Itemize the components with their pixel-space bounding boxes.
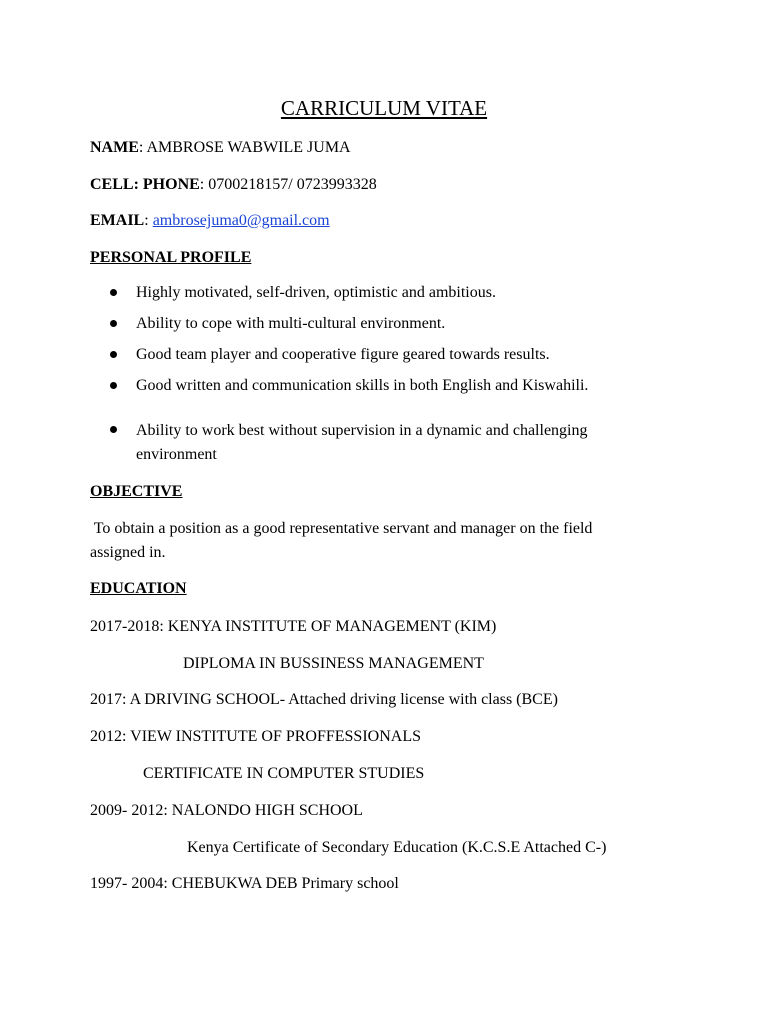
profile-item: Highly motivated, self-driven, optimistic and ambitious. (136, 284, 496, 301)
profile-item: Ability to work best without supervision in a dynamic and challenging (136, 422, 588, 439)
bullet-icon (110, 351, 117, 358)
email-link[interactable]: ambrosejuma0@gmail.com (152, 212, 330, 229)
education-entry: 2009- 2012: NALONDO HIGH SCHOOL (90, 802, 363, 819)
document-title: CARRICULUM VITAE (280, 96, 488, 120)
education-entry: 1997- 2004: CHEBUKWA DEB Primary school (90, 875, 399, 892)
education-entry: 2017: A DRIVING SCHOOL- Attached driving license with class (BCE) (90, 691, 558, 708)
profile-heading: PERSONAL PROFILE (90, 249, 252, 266)
objective-text-continuation: assigned in. (90, 544, 166, 561)
phone-value: : 0700218157/ 0723993328 (199, 176, 377, 193)
email-separator: : (144, 212, 153, 229)
education-award: CERTIFICATE IN COMPUTER STUDIES (143, 765, 425, 782)
bullet-icon (110, 382, 117, 389)
profile-item: Ability to cope with multi-cultural environment. (136, 315, 446, 332)
objective-text: To obtain a position as a good representative servant and manager on the field (90, 520, 593, 537)
profile-item-continuation: environment (136, 446, 217, 463)
education-entry: 2012: VIEW INSTITUTE OF PROFFESSIONALS (90, 728, 421, 745)
phone-line (90, 175, 377, 195)
name-label: NAME (90, 139, 139, 156)
objective-heading: OBJECTIVE (90, 483, 183, 500)
email-label: EMAIL (90, 212, 145, 229)
education-heading: EDUCATION (90, 580, 187, 597)
bullet-icon (110, 426, 117, 433)
education-entry: 2017-2018: KENYA INSTITUTE OF MANAGEMENT (KIM) (90, 618, 497, 635)
profile-item: Good written and communication skills in both English and Kiswahili. (136, 377, 589, 394)
education-award: DIPLOMA IN BUSSINESS MANAGEMENT (183, 655, 484, 672)
name-value: : AMBROSE WABWILE JUMA (138, 139, 351, 156)
education-award: Kenya Certificate of Secondary Education (K.C.S.E Attached C-) (187, 839, 607, 856)
phone-label: CELL: PHONE (90, 176, 200, 193)
email-line (90, 211, 330, 231)
profile-item: Good team player and cooperative figure geared towards results. (136, 346, 550, 363)
bullet-icon (110, 289, 117, 296)
bullet-icon (110, 320, 117, 327)
name-line (90, 138, 351, 158)
